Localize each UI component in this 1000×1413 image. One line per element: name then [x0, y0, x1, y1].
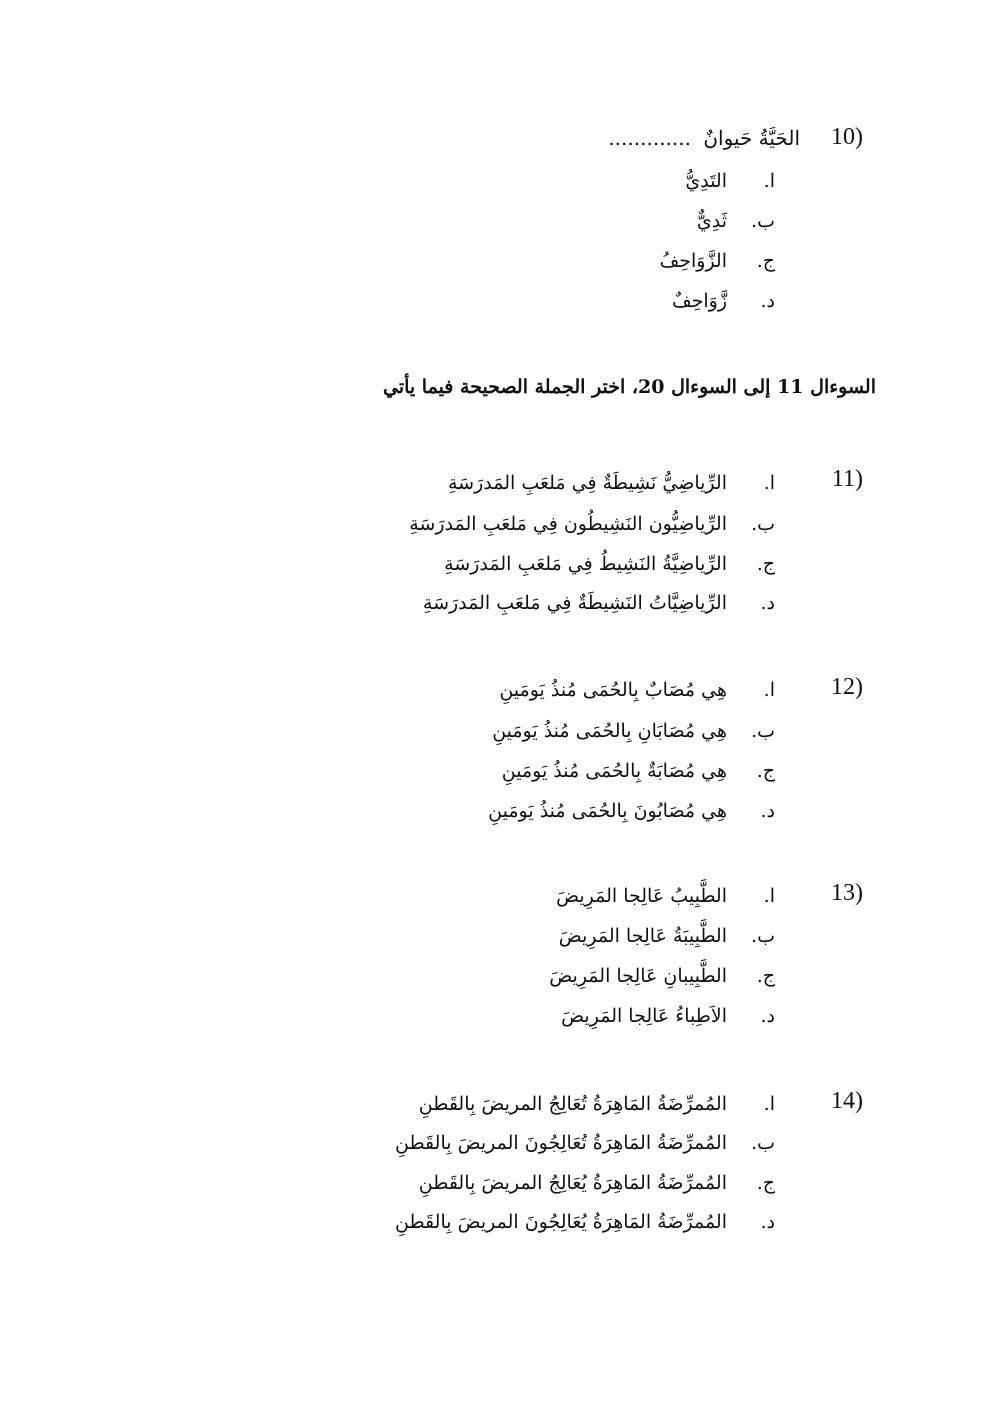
option-label: د.: [760, 290, 775, 312]
option-text: الرِّياضِيُّ نَشِيطَةٌ فِي مَلعَبِ المَدرَسَةِ: [447, 472, 727, 494]
option-text: الطَّبِيبُ عَالِجا المَرِيضَ: [556, 885, 727, 907]
option-label: د.: [760, 1211, 775, 1233]
option-text: هِي مُصَابَةٌ بِالحُمَى مُنذُ يَومَينِ: [501, 760, 727, 782]
option-label: ب.: [751, 210, 775, 232]
question-10-stem-text: الحَيَّةُ حَيوانٌ: [703, 126, 800, 150]
option-label: ا.: [763, 885, 775, 907]
q14-option-a[interactable]: [295, 1093, 775, 1123]
question-14-number: 14): [831, 1088, 863, 1114]
option-label: ا.: [763, 472, 775, 494]
option-text: الزَّوَاحِفُ: [659, 250, 727, 272]
q13-option-a[interactable]: [375, 885, 775, 915]
option-label: ا.: [763, 679, 775, 701]
option-text: هِي مُصَابُونَ بِالحُمَى مُنذُ يَومَينِ: [488, 800, 727, 822]
option-label: ج.: [756, 553, 775, 575]
option-text: الطَّبِيبَةُ عَالِجا المَرِيضَ: [558, 925, 727, 947]
option-label: ب.: [751, 720, 775, 742]
option-text: الاَطِباءُ عَالِجا المَرِيضَ: [561, 1005, 727, 1027]
q13-option-d[interactable]: [375, 1005, 775, 1035]
q10-option-c[interactable]: [555, 250, 775, 280]
q12-option-d[interactable]: [375, 800, 775, 830]
q11-option-c[interactable]: [375, 553, 775, 583]
option-text: زَّوَاحِفٌ: [671, 290, 727, 312]
option-label: ب.: [751, 513, 775, 535]
option-text: المُمرِّضَةُ المَاهِرَةُ تُعَالِجُ المريضَ بِالقَطنِ: [418, 1093, 727, 1115]
option-label: ا.: [763, 1093, 775, 1115]
option-label: ب.: [751, 925, 775, 947]
question-10-blank: .............: [608, 126, 691, 150]
option-text: هِي مُصَابٌ بِالحُمَى مُنذُ يَومَينِ: [499, 679, 727, 701]
q13-option-b[interactable]: [375, 925, 775, 955]
option-label: ج.: [756, 760, 775, 782]
q12-option-a[interactable]: [375, 679, 775, 709]
question-10-stem: [608, 126, 800, 150]
q14-option-b[interactable]: [295, 1132, 775, 1162]
option-text: الطَّبِيبانِ عَالِجا المَرِيضَ: [549, 965, 727, 987]
q10-option-a[interactable]: [555, 170, 775, 200]
option-text: ثَدِيٌّ: [696, 210, 727, 232]
option-label: ج.: [756, 1172, 775, 1194]
question-11-number: 11): [831, 466, 863, 492]
option-label: د.: [760, 592, 775, 614]
q10-option-d[interactable]: [555, 290, 775, 320]
question-10-number: 10): [831, 124, 863, 150]
q11-option-b[interactable]: [375, 513, 775, 543]
option-text: المُمرِّضَةُ المَاهِرَةُ يُعَالِجُ المريضَ بِالقَطنِ: [418, 1172, 727, 1194]
option-text: الرِّياضِيَّةُ النَشِيطُ فِي مَلعَبِ المَدرَسَةِ: [444, 553, 727, 575]
q14-option-d[interactable]: [295, 1211, 775, 1241]
option-text: المُمرِّضَةُ المَاهِرَةُ تُعَالِجُونَ المريضَ بِالقَطنِ: [395, 1132, 727, 1154]
q14-option-c[interactable]: [295, 1172, 775, 1202]
q12-option-c[interactable]: [375, 760, 775, 790]
option-text: التَدِيُّ: [685, 170, 727, 192]
q11-option-a[interactable]: [375, 472, 775, 502]
option-text: المُمرِّضَةُ المَاهِرَةُ يُعَالِجُونَ المريضَ بِالقَطنِ: [395, 1211, 727, 1233]
option-label: ج.: [756, 965, 775, 987]
q11-option-d[interactable]: [375, 592, 775, 622]
option-text: الرِّياضِيُّون النَشِيطُون فِي مَلعَبِ المَدرَسَةِ: [409, 513, 727, 535]
option-text: الرِّياضِيَّاتُ النَشِيطَةٌ فِي مَلعَبِ المَدرَسَةِ: [422, 592, 727, 614]
option-label: ب.: [751, 1132, 775, 1154]
option-label: د.: [760, 1005, 775, 1027]
q10-option-b[interactable]: [555, 210, 775, 240]
q13-option-c[interactable]: [375, 965, 775, 995]
section-instruction: السوءال 11 إلى السوءال 20، اختر الجملة الصحيحة فيما يأتي: [382, 376, 876, 398]
question-13-number: 13): [831, 880, 863, 906]
option-label: ا.: [763, 170, 775, 192]
option-text: هِي مُصَابَانِ بِالحُمَى مُنذُ يَومَينِ: [492, 720, 727, 742]
option-label: د.: [760, 800, 775, 822]
option-label: ج.: [756, 250, 775, 272]
question-12-number: 12): [831, 674, 863, 700]
q12-option-b[interactable]: [375, 720, 775, 750]
